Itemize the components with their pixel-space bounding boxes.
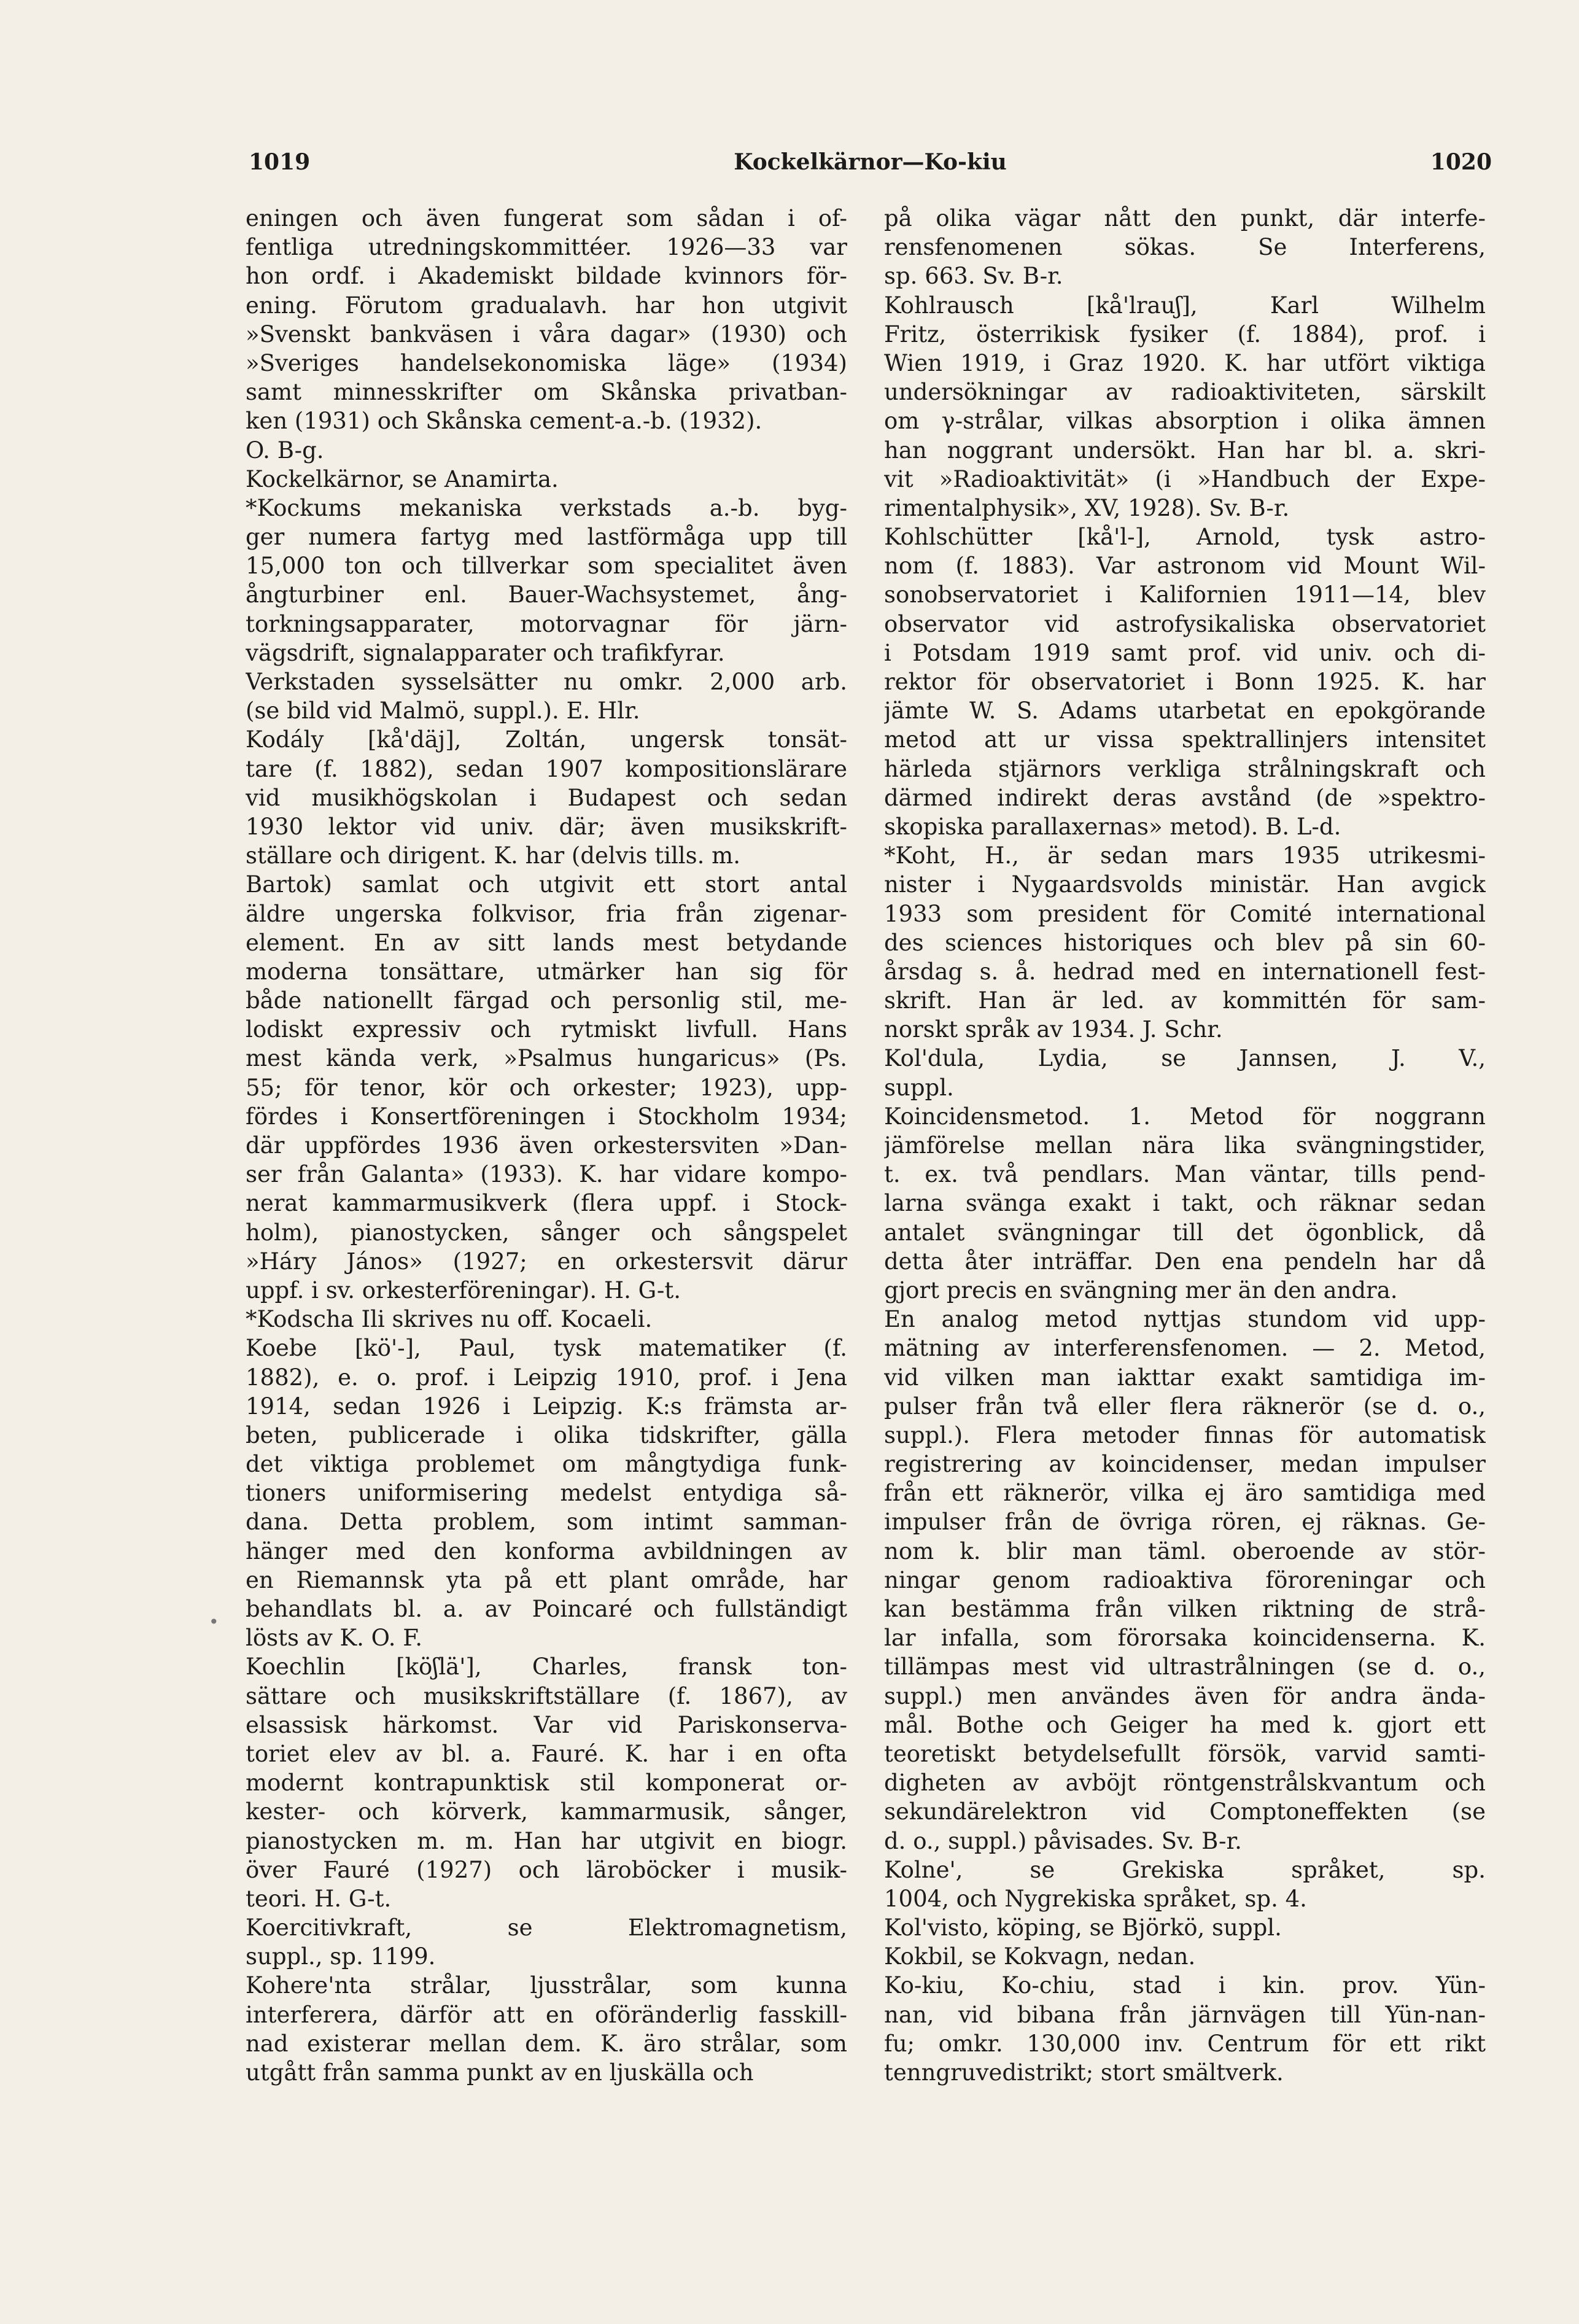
text-line: i Potsdam 1919 samt prof. vid univ. och di- <box>884 639 1486 666</box>
text-line: sekundärelektron vid Comptoneffekten (se <box>884 1798 1486 1825</box>
text-line: beten, publicerade i olika tidskrifter, gälla <box>246 1421 847 1448</box>
text-line: moderna tonsättare, utmärker han sig för <box>246 958 847 985</box>
text-line: mätning av interferensfenomen. — 2. Metod, <box>884 1335 1486 1362</box>
text-line: Kockelkärnor, se Anamirta. <box>246 465 559 492</box>
text-line: mål. Bothe och Geiger ha med k. gjort ett <box>884 1711 1486 1738</box>
text-line: nerat kammarmusikverk (flera uppf. i Stock- <box>246 1190 847 1217</box>
text-line: Verkstaden sysselsätter nu omkr. 2,000 arb. <box>246 669 847 695</box>
text-line: rimentalphysik», XV, 1928). Sv. B-r. <box>884 494 1290 521</box>
text-line: därmed indirekt deras avstånd (de »spektro- <box>884 784 1486 811</box>
text-line: detta åter inträffar. Den ena pendeln har då <box>884 1248 1486 1275</box>
text-line: undersökningar av radioaktiviteten, särskilt <box>884 379 1486 406</box>
text-line: interferera, därför att en oföränderlig fasskill- <box>246 2001 847 2028</box>
text-line: 55; för tenor, kör och orkester; 1923), upp- <box>246 1074 847 1101</box>
text-line: Koebe [kö'-], Paul, tysk matematiker (f. <box>246 1335 847 1362</box>
running-title: Kockelkärnor—Ko-kiu <box>734 149 1007 175</box>
text-line: suppl., sp. 1199. <box>246 1943 436 1970</box>
left-column <box>246 204 847 2087</box>
text-line: suppl.) men användes även för andra ända- <box>884 1682 1486 1709</box>
text-line: digheten av avböjt röntgenstrålskvantum och <box>884 1770 1486 1797</box>
text-line: hon ordf. i Akademiskt bildade kvinnors för- <box>246 263 847 290</box>
text-line: registrering av koincidenser, medan impulser <box>884 1451 1486 1478</box>
text-line: fu; omkr. 130,000 inv. Centrum för ett rikt <box>884 2030 1486 2057</box>
text-line: elsassisk härkomst. Var vid Pariskonserva- <box>246 1711 847 1738</box>
text-line: modernt kontrapunktisk stil komponerat or- <box>246 1770 847 1797</box>
text-line: fördes i Konsertföreningen i Stockholm 1934; <box>246 1103 847 1130</box>
text-line: det viktiga problemet om mångtydiga funk- <box>246 1451 847 1478</box>
text-line: 1004, och Nygrekiska språket, sp. 4. <box>884 1885 1307 1912</box>
text-line: rensfenomenen sökas. Se Interferens, <box>884 234 1486 261</box>
text-line: O. B-g. <box>246 437 324 464</box>
text-line: Koercitivkraft, se Elektromagnetism, <box>246 1914 847 1941</box>
text-line: ningar genom radioaktiva föroreningar och <box>884 1566 1486 1593</box>
text-line: Koechlin [köʃlä'], Charles, fransk ton- <box>246 1654 847 1681</box>
text-line: ening. Förutom gradualavh. har hon utgivit <box>246 292 847 319</box>
text-line: Koincidensmetod. 1. Metod för noggrann <box>884 1103 1486 1130</box>
text-line: nom (f. 1883). Var astronom vid Mount Wil- <box>884 553 1486 580</box>
text-line: Ko-kiu, Ko-chiu, stad i kin. prov. Yün- <box>884 1972 1486 1999</box>
text-line: lodiskt expressiv och rytmiskt livfull. Hans <box>246 1016 847 1043</box>
text-line: torkningsapparater, motorvagnar för järn- <box>246 610 847 637</box>
text-line: 1882), e. o. prof. i Leipzig 1910, prof. i Jena <box>246 1364 847 1391</box>
text-line: impulser från de övriga rören, ej räknas. Ge- <box>884 1509 1486 1536</box>
text-line: samt minnesskrifter om Skånska privatban- <box>246 379 847 406</box>
text-line: (se bild vid Malmö, suppl.). E. Hlr. <box>246 698 640 725</box>
text-line: på olika vägar nått den punkt, där interfe- <box>884 205 1486 231</box>
text-line: en Riemannsk yta på ett plant område, har <box>246 1566 847 1593</box>
text-line: larna svänga exakt i takt, och räknar sedan <box>884 1190 1486 1217</box>
text-line: »Svenskt bankväsen i våra dagar» (1930) och <box>246 321 847 348</box>
text-line: utgått från samma punkt av en ljuskälla och <box>246 2059 754 2086</box>
page-number-right: 1020 <box>1430 149 1492 175</box>
text-line: nister i Nygaardsvolds ministär. Han avgick <box>884 871 1486 898</box>
text-line: ångturbiner enl. Bauer-Wachsystemet, ång- <box>246 581 847 608</box>
text-line: rektor för observatoriet i Bonn 1925. K. har <box>884 669 1486 695</box>
text-line: nad existerar mellan dem. K. äro strålar, som <box>246 2030 847 2057</box>
text-line: des sciences historiques och blev på sin 60- <box>884 929 1486 956</box>
page-number-left: 1019 <box>249 149 311 175</box>
text-line: Fritz, österrikisk fysiker (f. 1884), prof. i <box>884 321 1486 348</box>
text-line: metod att ur vissa spektrallinjers intensitet <box>884 726 1486 753</box>
text-line: tenngruvedistrikt; stort smältverk. <box>884 2059 1284 2086</box>
text-line: toriet elev av bl. a. Fauré. K. har i en ofta <box>246 1740 847 1767</box>
text-line: behandlats bl. a. av Poincaré och fullständigt <box>246 1596 847 1622</box>
text-line: Kol'dula, Lydia, se Jannsen, J. V., <box>884 1045 1486 1072</box>
text-line: årsdag s. å. hedrad med en internationell fest- <box>884 958 1486 985</box>
text-line: Kohlschütter [kå'l-], Arnold, tysk astro- <box>884 524 1486 551</box>
text-line: *Kockums mekaniska verkstads a.-b. byg- <box>246 494 847 521</box>
text-line: kan bestämma från vilken riktning de strå- <box>884 1596 1486 1622</box>
text-line: suppl. <box>884 1074 954 1101</box>
text-line: gjort precis en svängning mer än den andra. <box>884 1277 1398 1304</box>
text-line: mest kända verk, »Psalmus hungaricus» (Ps. <box>246 1045 847 1072</box>
text-line: element. En av sitt lands mest betydande <box>246 929 847 956</box>
text-line: härleda stjärnors verkliga strålningskraft och <box>884 755 1486 782</box>
text-line: Bartok) samlat och utgivit ett stort antal <box>246 871 847 898</box>
text-line: fentliga utredningskommittéer. 1926—33 var <box>246 234 847 261</box>
text-line: eningen och även fungerat som sådan i of- <box>246 205 847 231</box>
text-line: dana. Detta problem, som intimt samman- <box>246 1509 847 1536</box>
text-line: Kodály [kå'däj], Zoltán, ungersk tonsät- <box>246 726 847 753</box>
text-line: skopiska parallaxernas» metod). B. L-d. <box>884 813 1341 840</box>
text-line: lösts av K. O. F. <box>246 1625 422 1652</box>
text-line: tare (f. 1882), sedan 1907 kompositionslärare <box>246 755 847 782</box>
text-line: norskt språk av 1934. J. Schr. <box>884 1016 1223 1043</box>
text-line: från ett räknerör, vilka ej äro samtidiga med <box>884 1480 1486 1507</box>
text-line: teori. H. G-t. <box>246 1885 392 1912</box>
text-line: Kohlrausch [kå'lrauʃ], Karl Wilhelm <box>884 292 1486 319</box>
text-line: »Háry János» (1927; en orkestersvit därur <box>246 1248 847 1275</box>
text-line: *Koht, H., är sedan mars 1935 utrikesmi- <box>884 842 1486 869</box>
text-line: Kohere'nta strålar, ljusstrålar, som kunna <box>246 1972 847 1999</box>
text-line: pulser från två eller flera räknerör (se d. o., <box>884 1393 1486 1420</box>
text-line: han noggrant undersökt. Han har bl. a. skri- <box>884 437 1486 464</box>
text-line: suppl.). Flera metoder finnas för automatisk <box>884 1421 1486 1448</box>
text-line: lar infalla, som förorsaka koincidenserna. K. <box>884 1625 1486 1652</box>
text-line: om γ-strålar, vilkas absorption i olika ämnen <box>884 408 1486 435</box>
text-line: sonobservatoriet i Kalifornien 1911—14, blev <box>884 581 1486 608</box>
text-line: hänger med den konforma avbildningen av <box>246 1537 847 1564</box>
text-line: ställare och dirigent. K. har (delvis tills. m. <box>246 842 740 869</box>
text-line: jämte W. S. Adams utarbetat en epokgörande <box>884 698 1486 725</box>
text-line: 15,000 ton och tillverkar som specialitet även <box>246 553 847 580</box>
text-line: 1914, sedan 1926 i Leipzig. K:s främsta ar- <box>246 1393 847 1420</box>
text-line: nom k. blir man täml. oberoende av stör- <box>884 1537 1486 1564</box>
text-line: 1930 lektor vid univ. där; även musikskrift- <box>246 813 847 840</box>
text-line: där uppfördes 1936 även orkestersviten »Dan- <box>246 1132 847 1159</box>
text-line: tioners uniformisering medelst entydiga så- <box>246 1480 847 1507</box>
text-line: En analog metod nyttjas stundom vid upp- <box>884 1306 1486 1333</box>
text-line: »Sveriges handelsekonomiska läge» (1934) <box>246 349 847 376</box>
text-line: sättare och musikskriftställare (f. 1867), av <box>246 1682 847 1709</box>
text-line: observator vid astrofysikaliska observatoriet <box>884 610 1486 637</box>
text-line: ken (1931) och Skånska cement-a.-b. (1932). <box>246 408 762 435</box>
text-line: tillämpas mest vid ultrastrålningen (se d. o., <box>884 1654 1486 1681</box>
text-line: uppf. i sv. orkesterföreningar). H. G-t. <box>246 1277 681 1304</box>
text-line: jämförelse mellan nära lika svängningstider, <box>884 1132 1486 1159</box>
text-line: Kolne', se Grekiska språket, sp. <box>884 1856 1486 1883</box>
text-line: kester- och körverk, kammarmusik, sånger, <box>246 1798 847 1825</box>
text-line: både nationellt färgad och personlig stil, me- <box>246 987 847 1014</box>
running-header <box>249 144 1492 181</box>
text-line: äldre ungerska folkvisor, fria från zigenar- <box>246 900 847 927</box>
text-line: teoretiskt betydelsefullt försök, varvid samti- <box>884 1740 1486 1767</box>
text-line: sp. 663. Sv. B-r. <box>884 263 1063 290</box>
text-line: nan, vid bibana från järnvägen till Yün-nan- <box>884 2001 1486 2028</box>
text-line: holm), pianostycken, sånger och sångspelet <box>246 1219 847 1246</box>
text-line: över Fauré (1927) och läroböcker i musik- <box>246 1856 847 1883</box>
text-line: d. o., suppl.) påvisades. Sv. B-r. <box>884 1827 1242 1854</box>
text-line: vit »Radioaktivität» (i »Handbuch der Expe- <box>884 465 1486 492</box>
text-line: ser från Galanta» (1933). K. har vidare kompo- <box>246 1161 847 1188</box>
text-line: vid musikhögskolan i Budapest och sedan <box>246 784 847 811</box>
text-line: Kol'visto, köping, se Björkö, suppl. <box>884 1914 1282 1941</box>
right-column <box>884 204 1486 2087</box>
text-line: antalet svängningar till det ögonblick, då <box>884 1219 1486 1246</box>
text-line: pianostycken m. m. Han har utgivit en biogr. <box>246 1827 847 1854</box>
margin-dot: • <box>209 1612 219 1632</box>
text-line: *Kodscha Ili skrives nu off. Kocaeli. <box>246 1306 653 1333</box>
text-line: vid vilken man iakttar exakt samtidiga im- <box>884 1364 1486 1391</box>
text-line: 1933 som president för Comité international <box>884 900 1486 927</box>
text-line: skrift. Han är led. av kommittén för sam- <box>884 987 1486 1014</box>
text-line: Kokbil, se Kokvagn, nedan. <box>884 1943 1196 1970</box>
text-line: ger numera fartyg med lastförmåga upp till <box>246 524 847 551</box>
text-line: t. ex. två pendlars. Man väntar, tills pend- <box>884 1161 1486 1188</box>
text-line: Wien 1919, i Graz 1920. K. har utfört viktiga <box>884 349 1486 376</box>
text-line: vägsdrift, signalapparater och trafikfyrar. <box>246 639 725 666</box>
